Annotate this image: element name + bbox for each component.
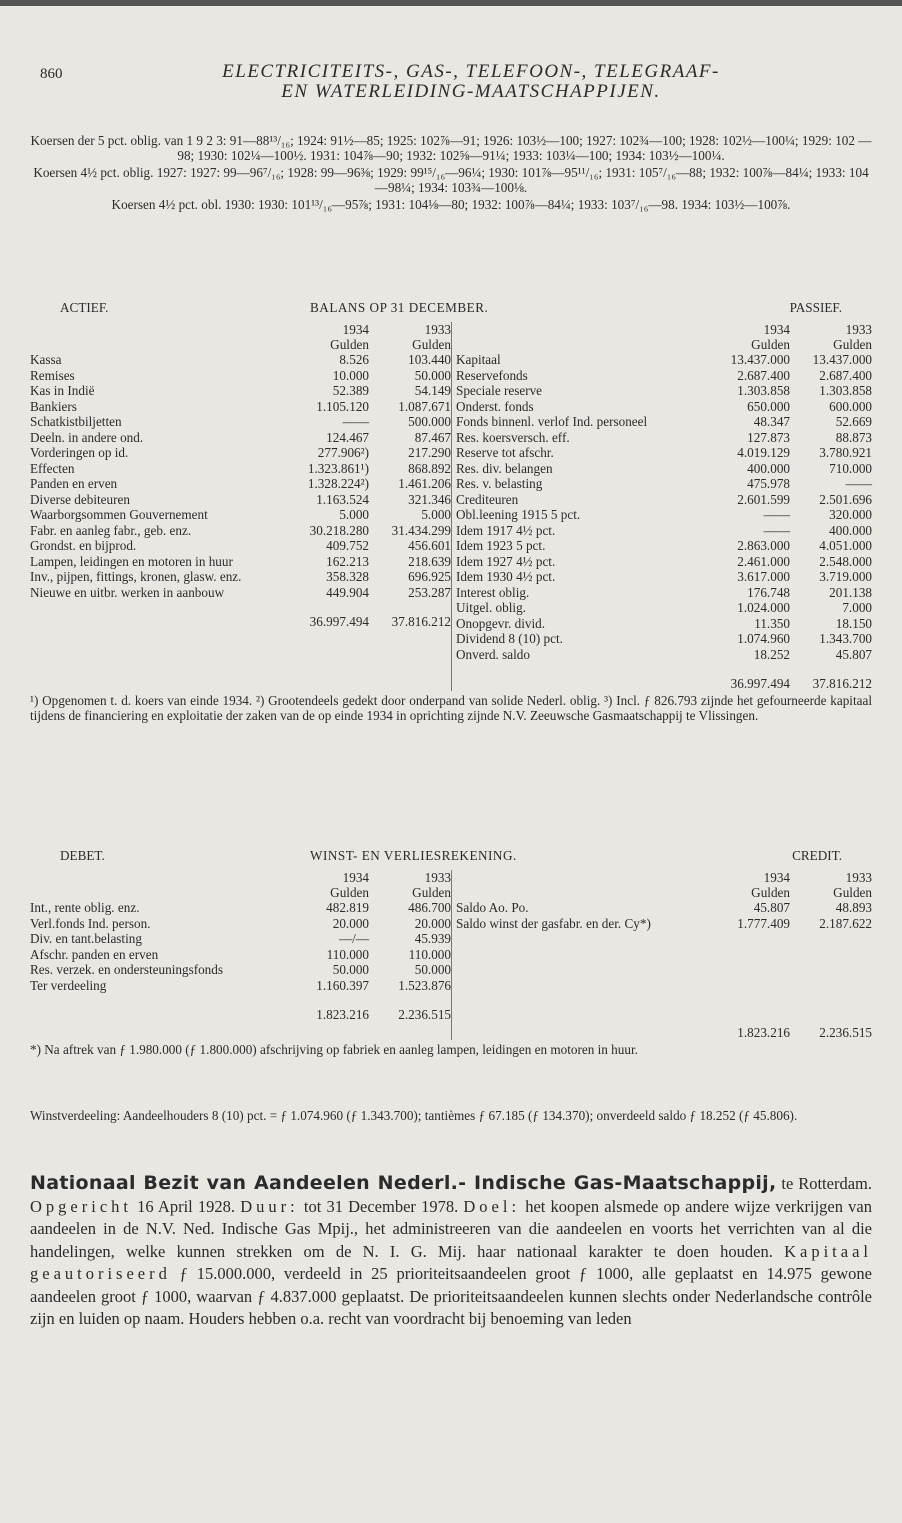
debet-value-1933: 45.939	[414, 931, 451, 946]
passief-value-1933: 3.719.000	[819, 569, 872, 584]
credit-value-1933: 48.893	[835, 900, 872, 915]
debet-value-1933: 20.000	[414, 915, 451, 931]
passief-row	[456, 631, 872, 647]
credit-value-1934: 45.807	[753, 900, 790, 915]
passief-row-label: Onopgevr. divid.	[456, 615, 546, 631]
debet-label: DEBET.	[60, 848, 105, 863]
passief-row-label: Kapitaal	[456, 352, 501, 367]
passief-row-label: Onderst. fonds	[456, 398, 534, 414]
top-edge	[0, 0, 902, 6]
actief-row	[30, 507, 451, 523]
credit-column	[451, 870, 872, 1040]
section-title-line2: EN WATERLEIDING-MAATSCHAPPIJEN.	[281, 81, 661, 102]
passief-value-1933: 1.343.700	[819, 631, 872, 646]
winstverdeeling: Winstverdeeling: Aandeelhouders 8 (10) pct. = ƒ 1.074.960 (ƒ 1.343.700); tantièmes ƒ 67.185 (ƒ 134.370); onverdeeld saldo ƒ 18.252 (ƒ 45.806).	[30, 1108, 798, 1123]
actief-row-label: Nieuwe en uitbr. werken in aanbouw	[30, 584, 225, 600]
actief-label: ACTIEF.	[60, 300, 109, 315]
balance-sheet	[30, 300, 872, 723]
actief-column	[30, 322, 451, 691]
passief-row	[456, 399, 872, 415]
duur-text: tot 31 December 1978.	[298, 1196, 464, 1216]
passief-value-1933: 52.669	[835, 414, 872, 429]
actief-row-label: Waarborgsommen Gouvernement	[30, 507, 208, 522]
debet-row-label: Verl.fonds Ind. person.	[30, 915, 151, 931]
actief-row	[30, 585, 451, 601]
debet-row-label: Res. verzek. en ondersteuningsfonds	[30, 962, 224, 977]
passief-row	[456, 414, 872, 430]
debet-row	[30, 900, 451, 916]
passief-row	[456, 523, 872, 539]
actief-row-label: Panden en erven	[30, 476, 118, 491]
unit-header: Gulden	[751, 885, 790, 900]
actief-value-1934: 409.752	[326, 538, 369, 553]
passief-value-1933: 13.437.000	[812, 352, 872, 367]
passief-value-1933: 1.303.858	[819, 383, 872, 398]
passief-row-label: Res. koersversch. eff.	[456, 429, 570, 445]
balance-footnotes: ¹) Opgenomen t. d. koers van einde 1934. ²) Grootendeels gedekt door onderpand van solide Nederl. oblig. ³) Incl. ƒ 826.793 zijnde het gefourneerde kapitaal tijdens de financiering en exploitatie der zaken van de op einde 1934 in oprichting zijnde N.V. Zeeuwsche Gasmaatschappij te Vlissingen.	[30, 693, 872, 723]
debet-row	[30, 962, 451, 978]
debet-value-1934: 482.819	[326, 900, 369, 915]
actief-row	[30, 461, 451, 477]
actief-value-1933: 321.346	[408, 491, 451, 507]
passief-row-label: Interest oblig.	[456, 584, 530, 600]
passief-column	[451, 322, 872, 691]
passief-row-label: Onverd. saldo	[456, 646, 530, 662]
passief-value-1934: 1.303.858	[737, 383, 790, 398]
company-entry	[30, 1172, 872, 1331]
debet-total-1933: 2.236.515	[398, 1007, 451, 1022]
passief-row-label: Fonds binnenl. verlof Ind. personeel	[456, 414, 648, 429]
passief-value-1933: 3.780.921	[819, 445, 872, 460]
actief-row-label: Grondst. en bijprod.	[30, 538, 137, 553]
credit-value-1934: 1.777.409	[737, 915, 790, 931]
passief-value-1934: ——	[763, 507, 790, 522]
credit-row-label: Saldo Ao. Po.	[456, 900, 529, 915]
passief-row-label: Idem 1917 4½ pct.	[456, 522, 556, 538]
passief-value-1934: 475.978	[747, 476, 790, 491]
actief-value-1933: 50.000	[414, 367, 451, 383]
actief-row	[30, 368, 451, 384]
debet-total-1934: 1.823.216	[316, 1007, 369, 1022]
passief-value-1934: 1.074.960	[737, 631, 790, 646]
actief-row-label: Schatkistbiljetten	[30, 414, 122, 429]
passief-value-1934: 48.347	[753, 414, 790, 429]
actief-row-label: Bankiers	[30, 398, 77, 414]
passief-row-label: Idem 1927 4½ pct.	[456, 553, 556, 569]
passief-row-label: Res. v. belasting	[456, 476, 543, 491]
actief-value-1934: 1.163.524	[316, 491, 369, 507]
passief-value-1933: 710.000	[829, 460, 872, 476]
company-name: Nationaal Bezit van Aandeelen Nederl.- Indische Gas-Maatschappij,	[30, 1172, 777, 1194]
passief-row	[456, 368, 872, 384]
debet-row	[30, 978, 451, 994]
actief-value-1934: 277.906²)	[317, 445, 369, 460]
passief-value-1933: 18.150	[835, 615, 872, 631]
unit-header: Gulden	[833, 885, 872, 900]
unit-header: Gulden	[751, 337, 790, 352]
passief-value-1934: 2.601.599	[737, 491, 790, 507]
actief-total-1933: 37.816.212	[391, 614, 451, 629]
actief-row-label: Effecten	[30, 460, 75, 476]
actief-row-label: Lampen, leidingen en motoren in huur	[30, 553, 233, 569]
passief-row	[456, 507, 872, 523]
passief-row	[456, 476, 872, 492]
passief-value-1933: 400.000	[829, 522, 872, 538]
actief-value-1934: 30.218.280	[309, 522, 369, 538]
actief-value-1934: 1.328.224²)	[307, 476, 369, 491]
passief-row	[456, 569, 872, 585]
passief-total-1933: 37.816.212	[812, 676, 872, 691]
passief-row-label: Res. div. belangen	[456, 460, 553, 476]
passief-row-label: Idem 1930 4½ pct.	[456, 569, 556, 584]
debet-value-1933: 486.700	[408, 900, 451, 915]
debet-row-label: Ter verdeeling	[30, 977, 107, 993]
passief-row-label: Uitgel. oblig.	[456, 600, 526, 615]
actief-value-1933: 696.925	[408, 569, 451, 584]
actief-row-label: Deeln. in andere ond.	[30, 429, 144, 445]
debet-value-1933: 110.000	[408, 946, 451, 962]
kapitaal-label: Kapitaal geautoriseerd	[30, 1241, 872, 1283]
passief-value-1934: 11.350	[754, 615, 790, 631]
actief-value-1934: 358.328	[326, 569, 369, 584]
actief-value-1933: 1.461.206	[398, 476, 451, 491]
actief-row-label: Vorderingen op id.	[30, 445, 129, 460]
year-header: 1934	[342, 322, 369, 337]
doel-text: het koopen alsmede op andere wijze verkrijgen van aandeelen in de N.V. Ned. Indische Gas Mpij., het administreeren van die aandeelen en voorts het verrichten van al die handelingen, welke kunnen strekken om de N. I. G. Mij. haar nationaal karakter te doen houden.	[30, 1196, 872, 1261]
passief-row-label: Obl.leening 1915 5 pct.	[456, 507, 581, 522]
debet-value-1934: 50.000	[332, 962, 369, 977]
passief-row	[456, 461, 872, 477]
actief-value-1933: 31.434.299	[391, 522, 451, 538]
debet-row	[30, 931, 451, 947]
passief-row	[456, 352, 872, 368]
passief-value-1934: 650.000	[747, 398, 790, 414]
passief-row	[456, 600, 872, 616]
passief-value-1933: 4.051.000	[819, 538, 872, 553]
passief-label: PASSIEF.	[789, 300, 842, 315]
passief-value-1934: 176.748	[747, 584, 790, 600]
page-header	[30, 62, 872, 102]
unit-header: Gulden	[412, 337, 451, 352]
unit-header: Gulden	[330, 337, 369, 352]
actief-row-label: Kassa	[30, 352, 62, 367]
actief-value-1933: 1.087.671	[398, 398, 451, 414]
passief-value-1933: ——	[845, 476, 872, 491]
passief-value-1933: 320.000	[829, 507, 872, 522]
company-location: te Rotterdam.	[776, 1174, 872, 1193]
koersen-5pct: Koersen der 5 pct. oblig. van 1 9 2 3: 91—88¹³/₁₆; 1924: 91½—85; 1925: 102⅞—91; 1926: 103½—100; 1927: 102¾—100; 1928: 102½—100¼; 1929: 102 —98; 1930: 102¼—100½. 1931: 104⅞—90; 1932: 102⅝—91¼; 1933: 103¼—100; 1934: 103½—100¼.	[30, 133, 872, 163]
actief-row	[30, 399, 451, 415]
actief-row	[30, 476, 451, 492]
actief-value-1933: 87.467	[414, 429, 451, 445]
credit-row-label: Saldo winst der gasfabr. en der. Cy*)	[456, 915, 651, 931]
opgericht-text: 16 April 1928.	[131, 1196, 241, 1216]
duur-label: Duur:	[240, 1196, 299, 1216]
debet-value-1934: 20.000	[332, 915, 369, 931]
actief-value-1933: 5.000	[421, 507, 451, 522]
credit-row	[456, 900, 872, 916]
actief-value-1934: 449.904	[326, 584, 369, 600]
actief-value-1933: 500.000	[408, 414, 451, 429]
passief-value-1934: 3.617.000	[737, 569, 790, 584]
actief-row	[30, 554, 451, 570]
unit-header: Gulden	[330, 885, 369, 900]
passief-value-1934: 127.873	[747, 429, 790, 445]
passief-row	[456, 538, 872, 554]
passief-row	[456, 616, 872, 632]
actief-value-1933: 456.601	[408, 538, 451, 553]
year-header: 1933	[845, 322, 872, 337]
koersen-4half-1930: Koersen 4½ pct. obl. 1930: 1930: 101¹³/₁₆—95⅞; 1931: 104⅛—80; 1932: 100⅞—84¼; 1933: 103⁷/₁₆—98. 1934: 103½—100⅞.	[111, 197, 791, 212]
debet-value-1934: 1.160.397	[316, 977, 369, 993]
actief-value-1934: 1.105.120	[316, 398, 369, 414]
passief-row-label: Idem 1923 5 pct.	[456, 538, 546, 553]
passief-row-label: Dividend 8 (10) pct.	[456, 631, 563, 646]
passief-total-1934: 36.997.494	[730, 676, 790, 691]
passief-value-1934: 1.024.000	[737, 600, 790, 615]
credit-row	[456, 916, 872, 932]
balance-title: BALANS OP 31 DECEMBER.	[310, 300, 489, 315]
actief-row	[30, 523, 451, 539]
actief-row-label: Remises	[30, 367, 75, 383]
passief-value-1933: 2.687.400	[819, 367, 872, 383]
actief-value-1934: 5.000	[339, 507, 369, 522]
passief-row	[456, 383, 872, 399]
passief-row	[456, 445, 872, 461]
actief-value-1933: 218.639	[408, 553, 451, 569]
section-title-line1: ELECTRICITEITS-, GAS-, TELEFOON-, TELEGRAAF-	[222, 61, 720, 82]
passief-row	[456, 430, 872, 446]
year-header: 1934	[342, 870, 369, 885]
passief-value-1934: 2.687.400	[737, 367, 790, 383]
passief-value-1934: 18.252	[753, 646, 790, 662]
debet-column	[30, 870, 451, 1040]
actief-value-1934: 1.323.861¹)	[307, 460, 369, 476]
actief-row	[30, 383, 451, 399]
debet-row-label: Div. en tant.belasting	[30, 931, 142, 946]
actief-value-1934: 162.213	[326, 553, 369, 569]
koersen-4half-1927: Koersen 4½ pct. oblig. 1927: 1927: 99—96⁷/₁₆; 1928: 99—96⅜; 1929: 99¹⁵/₁₆—96¼; 1930: 101⅞—95¹¹/₁₆; 1931: 105⁷/₁₆—88; 1932: 100⅞—84¼; 1933: 104—98¼; 1934: 103¾—100⅛.	[33, 165, 869, 195]
doel-label: Doel:	[463, 1196, 521, 1216]
profit-loss-account	[30, 848, 872, 1057]
passief-value-1933: 201.138	[829, 584, 872, 600]
year-header: 1933	[424, 870, 451, 885]
actief-value-1934: 52.389	[332, 383, 369, 398]
actief-row	[30, 538, 451, 554]
passief-row	[456, 492, 872, 508]
actief-value-1933: 253.287	[408, 584, 451, 600]
debet-row-label: Afschr. panden en erven	[30, 946, 159, 962]
year-header: 1933	[845, 870, 872, 885]
debet-value-1934: —/—	[338, 931, 369, 946]
passief-value-1933: 45.807	[835, 646, 872, 662]
koersen-block	[30, 133, 872, 214]
passief-row-label: Reservefonds	[456, 367, 528, 383]
debet-row-label: Int., rente oblig. enz.	[30, 900, 140, 915]
passief-row	[456, 585, 872, 601]
profit-loss-footnote: *) Na aftrek van ƒ 1.980.000 (ƒ 1.800.000) afschrijving op fabriek en aanleg lampen, leidingen en motoren in huur.	[30, 1042, 638, 1057]
page-number: 860	[40, 66, 63, 82]
actief-row-label: Diverse debiteuren	[30, 491, 130, 507]
actief-value-1934: 124.467	[326, 429, 369, 445]
passief-value-1934: 4.019.129	[737, 445, 790, 460]
actief-row	[30, 569, 451, 585]
passief-row	[456, 647, 872, 663]
year-header: 1934	[763, 870, 790, 885]
actief-value-1933: 868.892	[408, 460, 451, 476]
actief-row	[30, 352, 451, 368]
actief-row-label: Fabr. en aanleg fabr., geb. enz.	[30, 522, 192, 538]
actief-row	[30, 430, 451, 446]
passief-value-1933: 2.501.696	[819, 491, 872, 507]
passief-value-1933: 2.548.000	[819, 553, 872, 569]
passief-row-label: Crediteuren	[456, 491, 519, 507]
debet-value-1933: 50.000	[414, 962, 451, 977]
opgericht-label: Opgericht	[30, 1196, 132, 1216]
credit-total-1933: 2.236.515	[819, 1025, 872, 1040]
passief-row-label: Reserve tot afschr.	[456, 445, 554, 460]
actief-value-1934: 8.526	[339, 352, 369, 367]
year-header: 1933	[424, 322, 451, 337]
actief-row	[30, 445, 451, 461]
actief-total-1934: 36.997.494	[309, 614, 369, 629]
passief-value-1934: 2.461.000	[737, 553, 790, 569]
credit-total-1934: 1.823.216	[737, 1025, 790, 1040]
passief-value-1933: 7.000	[842, 600, 872, 615]
debet-row	[30, 947, 451, 963]
debet-row	[30, 916, 451, 932]
passief-row-label: Speciale reserve	[456, 383, 543, 398]
credit-label: CREDIT.	[792, 848, 842, 863]
passief-value-1934: 13.437.000	[730, 352, 790, 367]
year-header: 1934	[763, 322, 790, 337]
passief-value-1934: ——	[763, 522, 790, 538]
actief-row	[30, 492, 451, 508]
debet-value-1933: 1.523.876	[398, 977, 451, 993]
passief-row	[456, 554, 872, 570]
passief-value-1933: 600.000	[829, 398, 872, 414]
passief-value-1934: 2.863.000	[737, 538, 790, 553]
actief-row	[30, 414, 451, 430]
credit-value-1933: 2.187.622	[819, 915, 872, 931]
unit-header: Gulden	[412, 885, 451, 900]
actief-value-1934: ——	[342, 414, 369, 429]
actief-row-label: Kas in Indië	[30, 383, 95, 398]
actief-row-label: Inv., pijpen, fittings, kronen, glasw. enz.	[30, 569, 242, 584]
passief-value-1933: 88.873	[835, 429, 872, 445]
actief-value-1933: 217.290	[408, 445, 451, 460]
actief-value-1934: 10.000	[332, 367, 369, 383]
actief-value-1933: 54.149	[414, 383, 451, 398]
passief-value-1934: 400.000	[747, 460, 790, 476]
actief-value-1933: 103.440	[408, 352, 451, 367]
kapitaal-text: ƒ 15.000.000, verdeeld in 25 prioriteitsaandeelen groot ƒ 1000, alle geplaatst en 14.975 gewone aandeelen groot ƒ 1000, waarvan ƒ 4.837.000 geplaatst. De prioriteitsaandeelen kunnen slechts onder Nederlandsche contrôle zijn en luiden op naam. Houders hebben o.a. recht van voordracht bij benoeming van leden	[30, 1264, 872, 1328]
profit-loss-title: WINST- EN VERLIESREKENING.	[310, 848, 517, 863]
debet-value-1934: 110.000	[326, 946, 369, 962]
unit-header: Gulden	[833, 337, 872, 352]
